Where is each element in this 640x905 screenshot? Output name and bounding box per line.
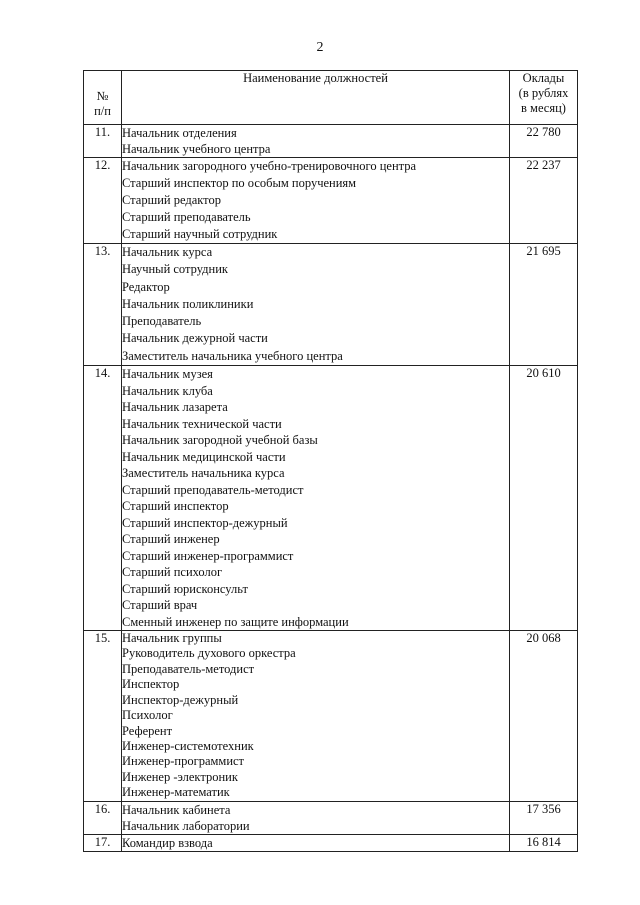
position-name: Старший врач <box>122 598 198 613</box>
position-name: Начальник загородного учебно-тренировочного центра <box>122 159 417 173</box>
table-row <box>84 834 578 851</box>
row-positions <box>122 158 510 244</box>
position-name: Инженер -электроник <box>122 769 238 784</box>
position-name: Преподаватель <box>122 314 202 329</box>
row-salary: 20 068 <box>510 631 578 801</box>
row-positions <box>122 125 510 158</box>
position-name: Инженер-системотехник <box>122 738 254 753</box>
positions-salary-table <box>83 70 578 852</box>
position-name: Старший преподаватель-методист <box>122 482 304 497</box>
row-positions <box>122 631 510 801</box>
position-name: Начальник лазарета <box>122 400 228 415</box>
table-header-row <box>84 71 578 125</box>
header-salary-line1: Оклады <box>522 71 565 85</box>
position-name: Начальник лаборатории <box>122 818 250 833</box>
row-number: 12. <box>84 158 122 244</box>
position-name: Начальник группы <box>122 631 222 646</box>
position-name: Начальник поликлиники <box>122 296 254 311</box>
table-row <box>84 158 578 244</box>
position-name: Инспектор-дежурный <box>122 692 239 707</box>
position-name: Инженер-программист <box>122 754 245 769</box>
table-row <box>84 631 578 801</box>
position-name: Начальник медицинской части <box>122 449 286 464</box>
position-name: Редактор <box>122 279 170 294</box>
row-number: 17. <box>84 834 122 851</box>
row-salary: 16 814 <box>510 834 578 851</box>
position-name: Старший психолог <box>122 565 223 580</box>
position-name: Старший инспектор <box>122 499 229 514</box>
position-name: Начальник курса <box>122 245 213 259</box>
position-name: Начальник технической части <box>122 416 282 431</box>
header-position-name: Наименование должностей <box>122 71 510 125</box>
position-name: Начальник клуба <box>122 383 213 398</box>
header-number-line2: п/п <box>94 104 111 118</box>
position-name: Командир взвода <box>122 835 213 850</box>
row-number: 15. <box>84 631 122 801</box>
row-positions <box>122 244 510 366</box>
page-number: 2 <box>316 40 324 55</box>
position-name: Психолог <box>122 708 173 723</box>
position-name: Начальник кабинета <box>122 802 231 817</box>
position-name: Инженер-математик <box>122 785 230 800</box>
row-positions <box>122 834 510 851</box>
header-number <box>84 71 122 125</box>
table-row <box>84 244 578 366</box>
position-name: Старший юрисконсульт <box>122 581 248 596</box>
position-name: Заместитель начальника учебного центра <box>122 348 343 363</box>
position-name: Старший инженер-программист <box>122 548 294 563</box>
row-positions <box>122 366 510 631</box>
position-name: Начальник отделения <box>122 126 237 140</box>
table-row <box>84 801 578 834</box>
position-name: Старший преподаватель <box>122 210 251 224</box>
position-name: Референт <box>122 723 173 738</box>
row-salary: 21 695 <box>510 244 578 366</box>
row-salary: 22 237 <box>510 158 578 244</box>
position-name: Научный сотрудник <box>122 262 228 277</box>
position-name: Старший редактор <box>122 193 221 207</box>
position-name: Старший инспектор-дежурный <box>122 515 288 530</box>
position-name: Старший научный сотрудник <box>122 227 278 241</box>
header-salary-line2: (в рублях <box>518 86 569 100</box>
position-name: Начальник дежурной части <box>122 331 268 346</box>
row-salary: 17 356 <box>510 801 578 834</box>
header-salary <box>510 71 578 125</box>
position-name: Старший инженер <box>122 532 220 547</box>
row-number: 13. <box>84 244 122 366</box>
header-number-line1: № <box>96 89 109 103</box>
position-name: Заместитель начальника курса <box>122 466 285 481</box>
row-number: 11. <box>84 125 122 158</box>
header-salary-line3: в месяц) <box>521 101 566 115</box>
position-name: Преподаватель-методист <box>122 661 255 676</box>
row-number: 14. <box>84 366 122 631</box>
position-name: Сменный инженер по защите информации <box>122 614 349 629</box>
row-positions <box>122 801 510 834</box>
row-salary: 22 780 <box>510 125 578 158</box>
position-name: Начальник загородной учебной базы <box>122 433 318 448</box>
row-number: 16. <box>84 801 122 834</box>
table-row <box>84 125 578 158</box>
position-name: Начальник музея <box>122 367 213 382</box>
position-name: Руководитель духового оркестра <box>122 646 296 661</box>
table-row <box>84 366 578 631</box>
row-salary: 20 610 <box>510 366 578 631</box>
position-name: Начальник учебного центра <box>122 142 271 156</box>
position-name: Старший инспектор по особым поручениям <box>122 176 357 190</box>
position-name: Инспектор <box>122 677 180 692</box>
